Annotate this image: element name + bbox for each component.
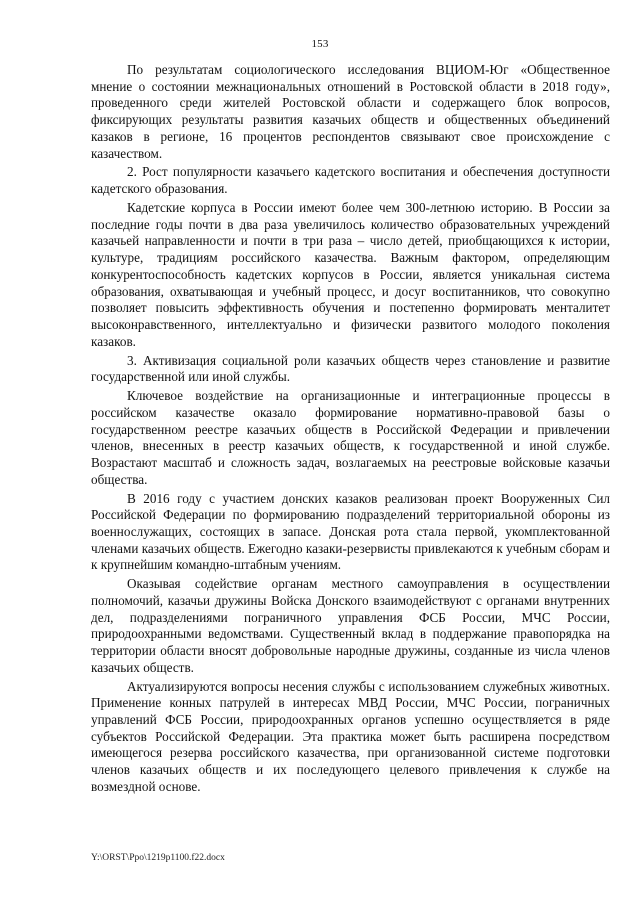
- paragraph-cadet-corps: Кадетские корпуса в России имеют более чем 300-летнюю историю. В России за последние годы почти в два раза увеличилось количество образовательных учреждений казачьей направленности и почти в три раза – число детей, приобщающихся к истории, культуре, традициям российского казачества. Важным фактором, определяющим конкурентоспособность кадетских корпусов в России, является уникальная система образования, охватывающая и учебный процесс, и досуг воспитанников, что совокупно позволяет повысить эффективность обучения и постепенно формировать менталитет высоконравственного, интеллектуально и физически развитого молодого поколения казаков.: [91, 200, 610, 349]
- paragraph-state-registry: Ключевое воздействие на организационные и интеграционные процессы в российском казачестве оказало формирование нормативно-правовой базы о государственном реестре казачьих обществ в Российской Федерации и привлечении членов, внесенных в реестр казачьих обществ, к государственной и иной службе. Возрастают масштаб и сложность задач, возлагаемых на реестровые войсковые казачьи общества.: [91, 388, 610, 487]
- paragraph-territorial-defense: В 2016 году с участием донских казаков реализован проект Вооруженных Сил Российской Федерации по формированию подразделений территориальной обороны из военнослужащих, состоящих в запасе. Донская рота стала первой, укомплектованной членами казачьих обществ. Ежегодно казаки-резервисты привлекаются к учебным сборам и к крупнейшим командно-штабным учениям.: [91, 490, 610, 573]
- footer-file-path: Y:\ORST\Ppo\1219p1100.f22.docx: [91, 853, 225, 863]
- page-number: 153: [311, 38, 329, 50]
- paragraph-service-animals: Актуализируются вопросы несения службы с использованием служебных животных. Применение конных патрулей в интересах МВД России, МЧС России, пограничных управлений ФСБ России, природоохранных органов успешно осуществляется в ряде субъектов Российской Федерации. Эта практика может быть расширена посредством имеющегося резерва российского казачества, при организованной системе подготовки членов казачьих обществ и их последующего целевого привлечения к службе на возмездной основе.: [91, 678, 610, 794]
- body-text: [91, 62, 610, 798]
- paragraph-heading-social-role: 3. Активизация социальной роли казачьих обществ через становление и развитие государственной или иной службы.: [91, 352, 610, 385]
- paragraph-cossack-squads: Оказывая содействие органам местного самоуправления в осуществлении полномочий, казачьи дружины Войска Донского взаимодействуют с органами внутренних дел, подразделениями пограничного управления ФСБ России, МЧС России, природоохранными ведомствами. Существенный вклад в поддержание правопорядка на территории области вносят добровольные народные дружины, созданные из числа членов казачьих обществ.: [91, 576, 610, 675]
- paragraph-survey-results: По результатам социологического исследования ВЦИОМ-Юг «Общественное мнение о состоянии межнациональных отношений в Ростовской области в 2018 году», проведенного среди жителей Ростовской области и содержащего блок вопросов, фиксирующих результаты развития казачьих обществ и общественных объединений казаков в регионе, 16 процентов респондентов связывают свое происхождение с казачеством.: [91, 62, 610, 161]
- paragraph-heading-cadet-education: 2. Рост популярности казачьего кадетского воспитания и обеспечения доступности кадетского образования.: [91, 164, 610, 197]
